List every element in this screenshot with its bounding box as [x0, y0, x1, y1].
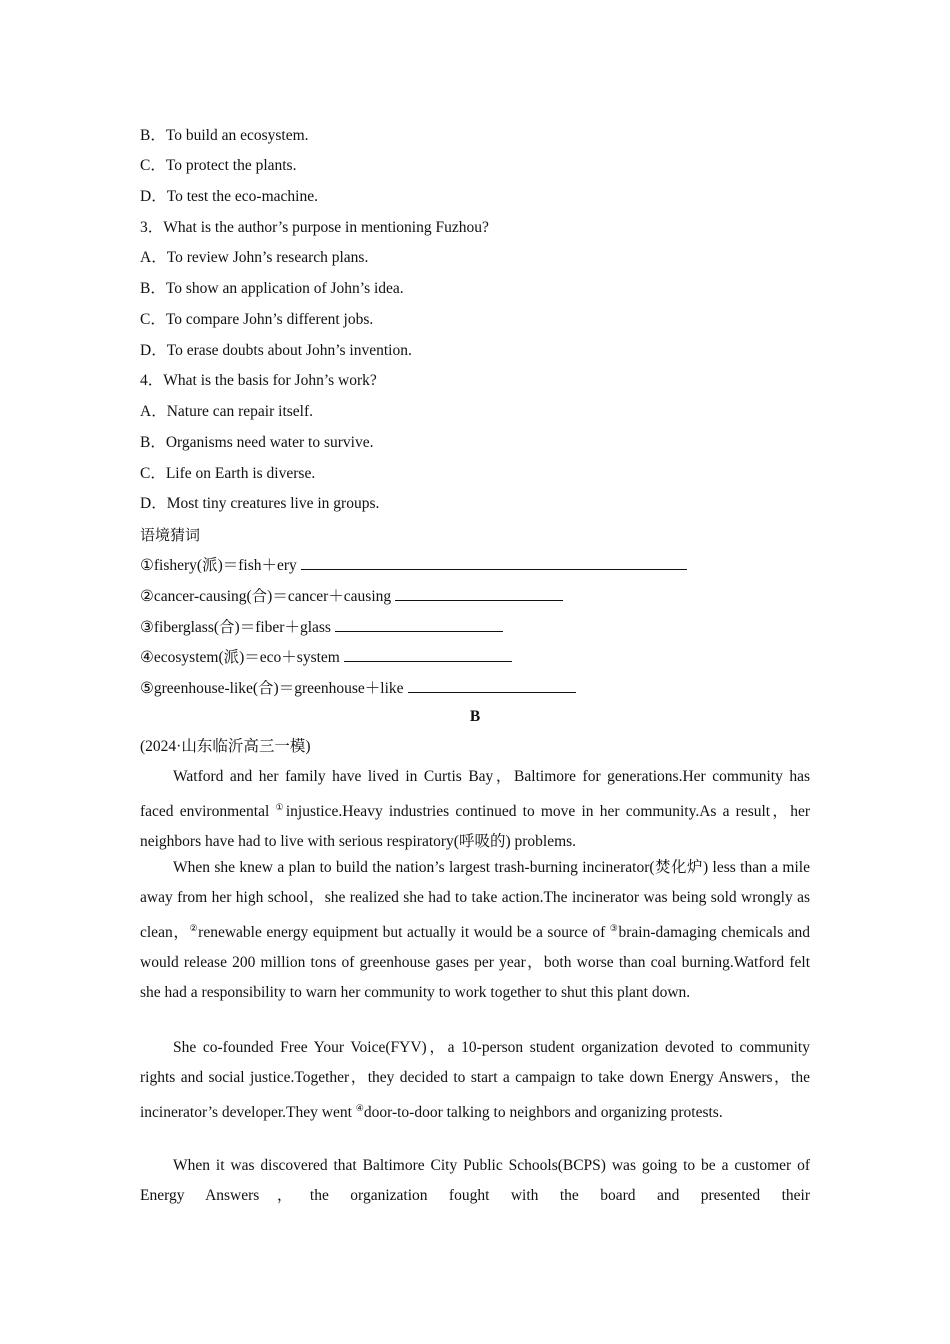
paragraph-text: Watford and her family have lived in Curtis Bay，Baltimore for generations.Her community has faced environmental: [140, 768, 810, 820]
vocab-item-text: ③fiberglass(合)＝fiber＋glass: [140, 619, 331, 636]
passage-paragraph-4: When it was discovered that Baltimore City Public Schools(BCPS) was going to be a customer of Energy Answers，the organization fought with the board and presented their: [140, 1157, 810, 1204]
vocab-item-2: [140, 585, 563, 607]
q4-option-a: A．Nature can repair itself.: [140, 403, 314, 420]
passage-paragraph-2: [140, 853, 810, 1008]
q4-question: 4．What is the basis for John’s work?: [140, 372, 377, 389]
answer-blank[interactable]: [301, 554, 687, 570]
vocab-item-4: [140, 646, 512, 668]
paragraph-text: She co-founded Free Your Voice(FYV)，a 10-person student organization devoted to community rights and social justice.Together，they decided to start a campaign to take down Energy Answers，the incinerator’s developer.They went: [140, 1039, 810, 1121]
q4-option-d: D．Most tiny creatures live in groups.: [140, 495, 380, 512]
footnote-marker: ②: [189, 923, 199, 933]
vocab-item-text: ⑤greenhouse-like(合)＝greenhouse＋like: [140, 680, 404, 697]
paragraph-text: renewable energy equipment but actually it would be a source of: [198, 924, 610, 941]
paragraph-text: When she knew a plan to build the nation’s largest trash-burning incinerator(焚化炉) less than a mile away from her high school，she realized she had to take action.The incinerator was being sold wrongly as clean，: [140, 859, 810, 941]
answer-blank[interactable]: [408, 677, 576, 693]
q2-option-b: B．To build an ecosystem.: [140, 127, 309, 144]
footnote-marker: ①: [275, 802, 286, 812]
section-label: B: [469, 708, 481, 725]
answer-blank[interactable]: [344, 646, 512, 662]
vocab-heading: 语境猜词: [140, 526, 201, 544]
passage-paragraph-3: [140, 1033, 810, 1128]
vocab-item-text: ④ecosystem(派)＝eco＋system: [140, 649, 340, 666]
q2-option-d: D．To test the eco-machine.: [140, 188, 318, 205]
q4-option-c: C．Life on Earth is diverse.: [140, 465, 316, 482]
vocab-item-3: [140, 616, 503, 638]
paragraph-text: door-to-door talking to neighbors and organizing protests.: [363, 1104, 723, 1121]
footnote-marker: ④: [355, 1103, 364, 1113]
q3-question: 3．What is the author’s purpose in mentioning Fuzhou?: [140, 219, 489, 236]
passage-paragraph-1: [140, 762, 810, 857]
q3-option-b: B．To show an application of John’s idea.: [140, 280, 404, 297]
vocab-item-text: ②cancer-causing(合)＝cancer＋causing: [140, 588, 392, 605]
q3-option-a: A．To review John’s research plans.: [140, 249, 369, 266]
q3-option-c: C．To compare John’s different jobs.: [140, 311, 374, 328]
answer-blank[interactable]: [335, 616, 503, 632]
q4-option-b: B．Organisms need water to survive.: [140, 434, 374, 451]
paragraph-text: injustice.Heavy industries continued to move in her community.As a result，her neighbors have had to live with serious respiratory(呼吸的) problems.: [140, 803, 811, 850]
passage-source: (2024·山东临沂高三一模): [140, 738, 311, 755]
paragraph-text: brain-damaging chemicals and would release 200 million tons of greenhouse gases per year，both worse than coal burning.Watford felt she had a responsibility to warn her community to work together to shut this plant down.: [140, 924, 810, 1001]
vocab-item-1: [140, 554, 687, 576]
footnote-marker: ③: [609, 923, 619, 933]
answer-blank[interactable]: [395, 585, 563, 601]
vocab-item-5: [140, 677, 576, 699]
q3-option-d: D．To erase doubts about John’s invention.: [140, 342, 412, 359]
vocab-item-text: ①fishery(派)＝fish＋ery: [140, 557, 297, 574]
q2-option-c: C．To protect the plants.: [140, 157, 297, 174]
